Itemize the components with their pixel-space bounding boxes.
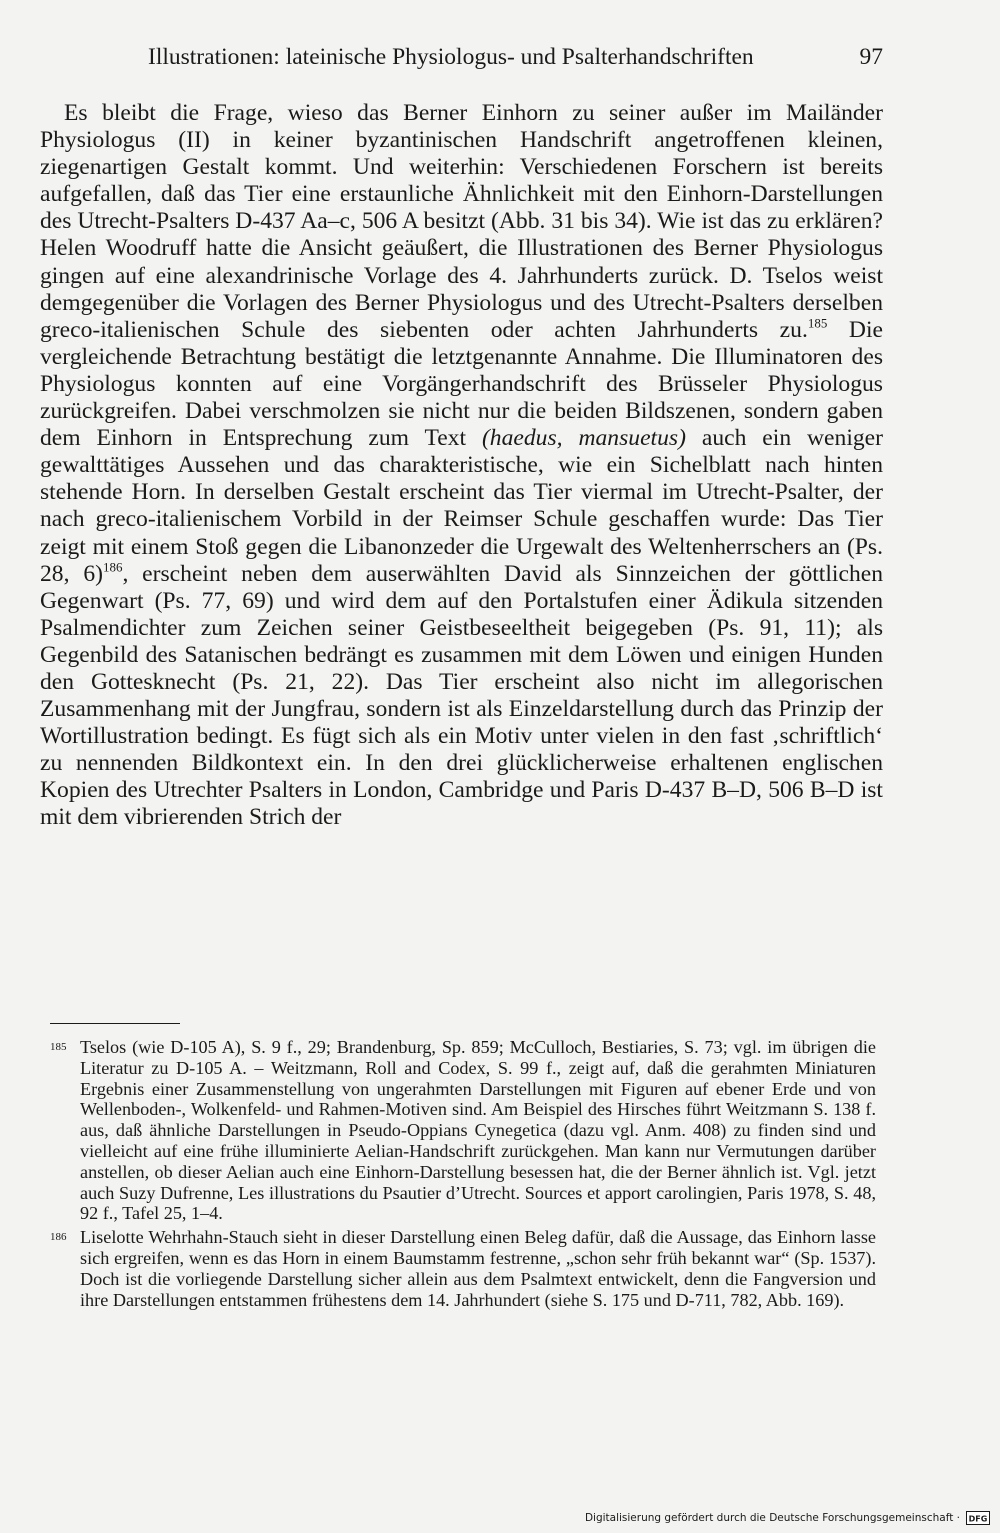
footnote-ref-186[interactable]: 186	[102, 558, 123, 574]
body-text-part-4: , erscheint neben dem auserwählten David als Sinnzeichen der göttlichen Gegenwart (Ps. 77, 69) und wird dem auf den Portalstufen einer Ädikula sitzenden Psalmendichter zum Zeichen seiner Geistbeseeltheit beigegeben (Ps. 91, 11); als Gegenbild des Satanischen bedrängt es zusammen mit dem Löwen und einigen Hunden den Gottesknecht (Ps. 21, 22). Das Tier erscheint also nicht im allegorischen Zusammenhang mit der Jungfrau, sondern ist als Einzeldarstellung durch das Prinzip der Wortillustration bedingt. Es fügt sich als ein Motiv unter vielen in den fast ‚schriftlich‘ zu nennenden Bildkontext ein. In den drei glücklicherweise erhaltenen englischen Kopien des Utrechter Psalters in London, Cambridge und Paris D-437 B–D, 506 B–D ist mit dem vibrierenden Strich der	[40, 560, 884, 831]
running-title: Illustrationen: lateinische Physiologus- und Psalterhandschriften	[148, 44, 754, 70]
digitization-footer	[585, 1511, 990, 1525]
dfg-logo-icon	[966, 1511, 990, 1525]
digitization-note: Digitalisierung gefördert durch die Deutsche Forschungsgemeinschaft ·	[584, 1512, 960, 1524]
footnote-number: 185	[50, 1041, 67, 1053]
footnote-number: 186	[50, 1231, 67, 1244]
footnote-186	[50, 1227, 876, 1310]
footnote-separator	[50, 1023, 180, 1024]
page-number: 97	[859, 44, 883, 70]
running-header	[148, 42, 883, 72]
footnote-ref-185[interactable]: 185	[807, 315, 828, 331]
body-text-italic: (haedus, mansuetus)	[481, 425, 686, 452]
body-text-part-2: Die vergleichende Betrachtung bestätigt die letztgenannte Annahme. Die Illuminatoren des Physiologus konnten auf eine Vorgängerhandschrift des Brüsseler Physiologus zurückgreifen. Dabei verschmolzen sie nicht nur die beiden Bildszenen, sondern gaben dem Einhorn in Entsprechung zum Text	[40, 316, 883, 452]
footnote-185	[50, 1037, 876, 1224]
body-text-part-3: auch ein weniger gewalttätiges Aussehen und das charakteristische, wie ein Sichelblatt nach hinten stehende Horn. In derselben Gestalt erscheint das Tier viermal im Utrecht-Psalter, der nach greco-italienischem Vorbild in der Reimser Schule geschaffen wurde: Das Tier zeigt mit einem Stoß gegen die Libanonzeder die Urgewalt des Weltenherrschers an (Ps. 28, 6)	[40, 425, 884, 587]
body-text-part-1: Es bleibt die Frage, wieso das Berner Einhorn zu seiner außer im Mailänder Physiologus (II) in keiner byzantinischen Handschrift angetroffenen kleinen, ziegenartigen Gestalt kommt. Und weiterhin: Verschiedenen Forschern ist bereits aufgefallen, daß das Tier eine erstaunliche Ähnlichkeit mit den Einhorn-Darstellungen des Utrecht-Psalters D-437 Aa–c, 506 A besitzt (Abb. 31 bis 34). Wie ist das zu erklären? Helen Woodruff hatte die Ansicht geäußert, die Illustrationen des Berner Physiologus gingen auf eine alexandrinische Vorlage des 4. Jahrhunderts zurück. D. Tselos weist demgegenüber die Vorlagen des Berner Physiologus und des Utrecht-Psalters derselben greco-italienischen Schule des siebenten oder achten Jahrhunderts zu.	[40, 100, 883, 343]
footnote-text: Liselotte Wehrhahn-Stauch sieht in dieser Darstellung einen Beleg dafür, daß die Aussage, das Einhorn lasse sich ergreifen, wenn es das Horn in einem Baumstamm festrenne, „schon sehr früh bekannt war“ (Sp. 1537). Doch ist die vorliegende Darstellung sicher allein aus dem Psalmtext entwickelt, denn die Fangversion und ihre Darstellungen entstammen frühestens dem 14. Jahrhundert (siehe S. 175 und D-711, 782, Abb. 169).	[80, 1227, 876, 1310]
body-paragraph	[40, 100, 883, 832]
footnotes	[50, 1037, 876, 1313]
footnote-text: Tselos (wie D-105 A), S. 9 f., 29; Brandenburg, Sp. 859; McCulloch, Bestiaries, S. 73; vgl. im übrigen die Literatur zu D-105 A. – Weitzmann, Roll and Codex, S. 99 f., zeigt auf, daß die gerahmten Miniaturen Ergebnis einer Zusammenstellung von ungerahmten Darstellungen mit Figuren auf ebener Erde und von Wellenboden-, Wolkenfeld- und Rahmen-Motiven sind. Am Beispiel des Hirsches führt Weitzmann S. 138 f. aus, daß ähnliche Darstellungen in Pseudo-Oppians Cynegetica (dazu vgl. Anm. 408) zu finden sind und vielleicht auf eine frühe illuminierte Aelian-Handschrift zurückgehen. Man kann nur Vermutungen darüber anstellen, ob dieser Aelian auch eine Einhorn-Darstellung besessen hat, die der Berner ähnlich ist. Vgl. jetzt auch Suzy Dufrenne, Les illustrations du Psautier d’Utrecht. Sources et apport carolingien, Paris 1978, S. 48, 92 f., Tafel 25, 1–4.	[80, 1037, 876, 1224]
dfg-logo-text: DFG	[968, 1514, 988, 1523]
